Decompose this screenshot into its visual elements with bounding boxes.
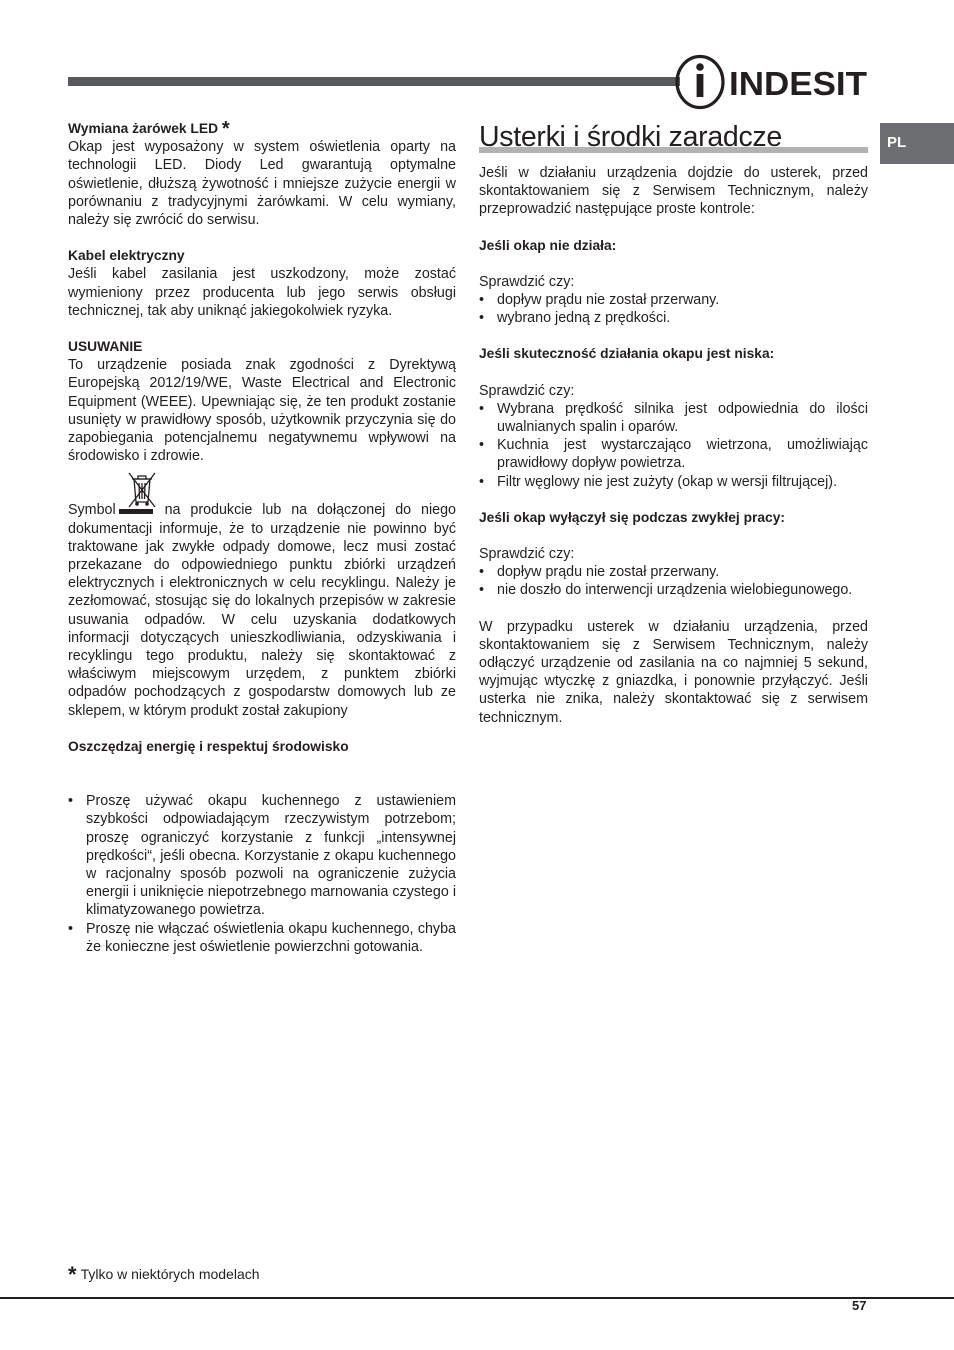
intro-text: Jeśli w działaniu urządzenia dojdzie do usterek, przed skontaktowaniem się z Serwisem Technicznym, należy przeprowadzić następujące proste kontrole: (479, 165, 868, 218)
list-item: • Filtr węglowy nie jest zużyty (okap w wersji filtrującej). (479, 473, 838, 490)
left-column (68, 120, 456, 956)
energy-heading: Oszczędzaj energię i respektuj środowisko (68, 738, 349, 754)
language-tab: PL (880, 123, 954, 164)
header-bar (68, 77, 680, 86)
footnote: * Tylko w niektórych modelach (68, 1262, 260, 1287)
cable-heading: Kabel elektryczny (68, 248, 185, 264)
list-item: • Proszę nie włączać oświetlenia okapu kuchennego, chyba że konieczne jest oświetlenie powierzchni gotowania. (68, 920, 456, 955)
list-item: • nie doszło do interwencji urządzenia wielobiegunowego. (479, 582, 853, 599)
section-heading: Jeśli okap wyłączył się podczas zwykłej pracy: (479, 509, 785, 525)
page-title: Usterki i środki zaradcze (479, 121, 782, 153)
symbol-text: Symbol na produkcie lub na dołączonej do niego dokumentacji informuje, że to urządzenie nie powinno być traktowane jak zwykłe odpady domowe, lecz musi zostać przekazane do odpowiedniego punktu zbiórki urządzeń elektrycznych i elektronicznych w celu recyklingu. Należy je zezłomować, stosując się do lokalnych przepisów w zakresie usuwania odpadów. W celu uzyskania dodatkowych informacji dotyczących unieszkodliwiania, odzyskiwania i recyklingu tego produktu, należy się skontaktować z właściwym miejscowym urzędem, z punktem zbiórki odpadów pochodzących z gospodarstw domowych lub ze sklepem, w którym produkt został zakupiony (68, 502, 456, 719)
check-label: Sprawdzić czy: (479, 273, 575, 290)
svg-text:INDESIT: INDESIT (729, 65, 867, 102)
page-number: 57 (852, 1298, 867, 1313)
list-item: • dopływ prądu nie został przerwany. (479, 292, 720, 309)
list-item: • Proszę używać okapu kuchennego z ustawieniem szybkości odpowiadającym rzeczywistym potrzebom; proszę ograniczyć korzystanie z funkcji „intensywnej prędkości“, jeśli obecna. Korzystanie z okapu kuchennego w racjonalny sposób pozwoli na ograniczenie zużycia energii i uniknięcie niepotrzebnego marnowania czystego i klimatyzowanego powietrza. (68, 793, 456, 919)
check-label: Sprawdzić czy: (479, 382, 575, 399)
list-item: • Kuchnia jest wystarczająco wietrzona, umożliwiając prawidłowy dopływ powietrza. (479, 437, 868, 472)
section-heading: Jeśli skuteczność działania okapu jest niska: (479, 346, 775, 362)
checklist (479, 291, 868, 327)
check-label: Sprawdzić czy: (479, 546, 575, 563)
led-heading: Wymiana żarówek LED * (68, 118, 230, 140)
list-item: • wybrano jedną z prędkości. (479, 310, 671, 327)
checklist (479, 563, 868, 599)
crossed-bin-icon (127, 471, 157, 511)
list-item: • dopływ prądu nie został przerwany. (479, 564, 720, 581)
cable-text: Jeśli kabel zasilania jest uszkodzony, może zostać wymieniony przez producenta lub jego serwis obsługi technicznej, tak aby uniknąć jakiegokolwiek ryzyka. (68, 266, 456, 319)
list-item: • Wybrana prędkość silnika jest odpowiednia do ilości uwalnianych spalin i oparów. (479, 400, 868, 436)
indesit-logo (674, 54, 870, 110)
led-text: Okap jest wyposażony w system oświetlenia oparty na technologii LED. Diody Led gwarantują optymalne oświetlenie, dłuższą żywotność i mniejsze zużycie energii w porównaniu z tradycyjnymi żarówkami. W celu wymiany, należy się zwrócić do serwisu. (68, 139, 456, 229)
right-column (479, 120, 868, 727)
footer-rule (0, 1297, 954, 1299)
disposal-heading: USUWANIE (68, 339, 143, 355)
section-heading: Jeśli okap nie działa: (479, 237, 617, 253)
closing-text: W przypadku usterek w działaniu urządzenia, przed skontaktowaniem się z Serwisem Technicznym, należy odłączyć urządzenie od zasilania na co najmniej 5 sekund, wyjmując wtyczkę z gniazdka, i ponownie przyłączyć. Jeśli usterka nie znika, należy skontaktować się z serwisem technicznym. (479, 618, 868, 726)
checklist (479, 400, 868, 491)
disposal-text: To urządzenie posiada znak zgodności z Dyrektywą Europejską 2012/19/WE, Waste Electrical and Electronic Equipment (WEEE). Upewniając się, że ten produkt zostanie usunięty w prawidłowy sposób, użytkownik przyczynia się do zapobiegania potencjalnemu negatywnemu wpływowi na środowisko i zdrowie. (68, 357, 456, 465)
energy-list (68, 792, 456, 956)
